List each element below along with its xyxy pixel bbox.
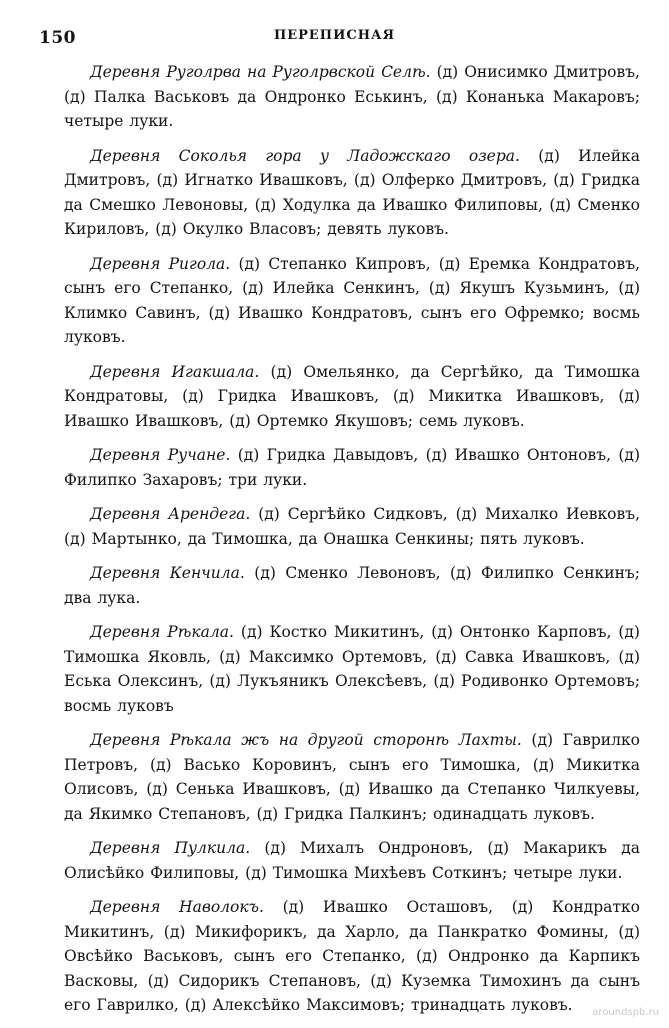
village-name: Деревня Рѣкала жъ на другой сторонѣ Лахты. [90,731,522,749]
watermark: aroundspb.ru [592,1007,659,1018]
village-name: Деревня Ручане. [90,446,231,464]
census-entry [64,360,640,434]
household-list: (д) Онисимко Дмитровъ, (д) Палка Васьковъ да Ондронко Еськинъ, (д) Конанька Макаровъ; четыре луки. [64,63,640,130]
household-list: (д) Гридка Давыдовъ, (д) Ивашко Онтоновъ, (д) Филипко Захаровъ; три луки. [64,446,641,489]
village-name: Деревня Кенчила. [90,564,245,582]
census-entry [64,443,640,492]
household-list: (д) Сергѣйко Сидковъ, (д) Михалко Иевковъ, (д) Мартынко, да Тимошка, да Онашка Сенкины; пять луковъ. [64,505,641,548]
village-name: Деревня Наволокъ. [90,898,264,916]
village-name: Деревня Соколья гора у Ладожскаго озера. [90,146,520,165]
census-entry [64,620,640,718]
village-name: Деревня Руголрва на Руголрвской Селѣ. [90,63,431,81]
census-entry [64,728,640,826]
census-entries [64,60,640,1028]
village-name: Деревня Ригола. [90,254,231,273]
household-list: (д) Ивашко Осташовъ, (д) Кондратко Микитинъ, (д) Микифорикъ, да Харло, да Панкратко Фомины, (д) Овсѣйко Васьковъ, сынъ его Степанко, (д) Ондронко да Карпикъ Васковы, (д) Сидорикъ Степановъ, (д) Куземка Тимохинъ да сынъ его Гаврилко, (д) Алексѣйко Максимовъ; тринадцать луковъ. [64,898,640,1014]
household-list: (д) Гаврилко Петровъ, (д) Васько Коровинъ, сынъ его Тимошка, (д) Микитка Олисовъ, (д) Сенька Ивашковъ, (д) Ивашко да Степанко Чилкуевы, да Якимко Степановъ, (д) Гридка Палкинъ; одинадцать луковъ. [64,731,640,823]
household-list: (д) Илейка Дмитровъ, (д) Игнатко Ивашковъ, (д) Олферко Дмитровъ, (д) Гридка да Смешко Левоновы, (д) Ходулка да Ивашко Филиповы, (д) Сменко Кириловъ, (д) Окулко Власовъ; девять луковъ. [64,146,640,238]
census-entry [64,502,640,551]
household-list: (д) Сменко Левоновъ, (д) Филипко Сенкинъ; два лука. [64,564,640,607]
running-title: ПЕРЕПИСНАЯ [273,28,396,43]
census-entry [64,144,640,242]
census-entry [64,60,640,134]
household-list: (д) Омельянко, да Сергѣйко, да Тимошка Кондратовы, (д) Гридка Ивашковъ, (д) Микитка Ивашковъ, (д) Ивашко Ивашковъ, (д) Ортемко Якушовъ; семь луковъ. [64,362,641,430]
household-list: (д) Костко Микитинъ, (д) Онтонко Карповъ, (д) Тимошка Яковль, (д) Максимко Ортемовъ, (д) Савка Ивашковъ, (д) Еська Олексинъ, (д) Лукъяникъ Олексѣевъ, (д) Родивонко Ортемовъ; восмь луковъ [64,623,640,715]
village-name: Деревня Арендега. [90,505,251,523]
census-entry [64,836,640,885]
page-number: 150 [39,28,76,48]
village-name: Деревня Игакшала. [90,362,260,381]
census-entry [64,252,640,350]
census-entry [64,561,640,610]
village-name: Деревня Рѣкала. [90,623,234,641]
household-list: (д) Степанко Кипровъ, (д) Еремка Кондратовъ, сынъ его Степанко, (д) Илейка Сенкинъ, (д) Якушъ Кузьминъ, (д) Климко Савинъ, (д) Ивашко Кондратовъ, сынъ его Офремко; восмь луковъ. [64,254,640,346]
household-list: (д) Михалъ Ондроновъ, (д) Макарикъ да Олисѣйко Филиповы, (д) Тимошка Михѣевъ Соткинъ; четыре луки. [64,839,640,882]
census-entry [64,895,640,1018]
village-name: Деревня Пулкила. [90,839,251,857]
